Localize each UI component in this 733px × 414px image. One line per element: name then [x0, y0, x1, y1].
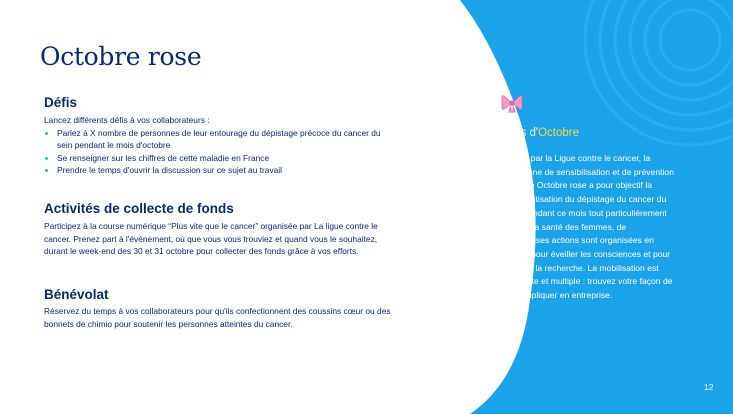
page-title: Octobre rose	[40, 42, 202, 71]
list-item: • Se renseigner sur les chiffres de cette maladie en France	[57, 152, 394, 165]
page-number: 12	[704, 382, 714, 392]
section-title-benevolat: Bénévolat	[44, 287, 109, 302]
list-item: • Prendre le temps d'ouvrir la discussion sur ce sujet au travail	[57, 164, 394, 177]
section-body-collecte: Participez à la course numérique “Plus vite que le cancer” organisée par La ligue contre le cancer. Prenez part à l'événement, où que vous vous trouviez et quand vous le souhaitez, durant le week-end des 30 et 31 octobre pour collecter des fonds grâce à vos efforts.	[44, 221, 378, 256]
section-title-defis: Défis	[44, 95, 78, 110]
section-body-benevolat: Réservez du temps à vos collaborateurs pour qu'ils confectionnent des coussins cœur ou des bonnets de chimio pour soutenir les personnes atteintes du cancer.	[44, 306, 391, 329]
sidebar-heading: Mois d'Octobre	[502, 127, 579, 139]
sidebar-heading-accent: Octobre	[538, 127, 579, 139]
section-title-collecte: Activités de collecte de fonds	[44, 201, 234, 216]
challenge-list	[44, 127, 394, 177]
sidebar-body: Menée par la Ligue contre le cancer, la campagne de sensibilisation et de prévention annuelle Octobre rose a pour objectif la démocratisation du dépistage du cancer du sein. Pendant ce mois tout particulièrement dédié à la santé des femmes, de nombreuses actions sont organisées en France pour éveiller les consciences et pour appuyer la recherche. La mobilisation est puissante et multiple : trouvez votre façon de vous impliquer en entreprise.	[502, 153, 674, 301]
pink-ribbon-icon	[501, 92, 523, 114]
section-intro: Lancez différents défis à vos collaborateurs :	[44, 115, 210, 125]
list-item: • Parlez à X nombre de personnes de leur entourage du dépistage précoce du cancer du sein pendant le mois d'octobre	[57, 127, 394, 152]
section-body-defis	[44, 114, 394, 177]
